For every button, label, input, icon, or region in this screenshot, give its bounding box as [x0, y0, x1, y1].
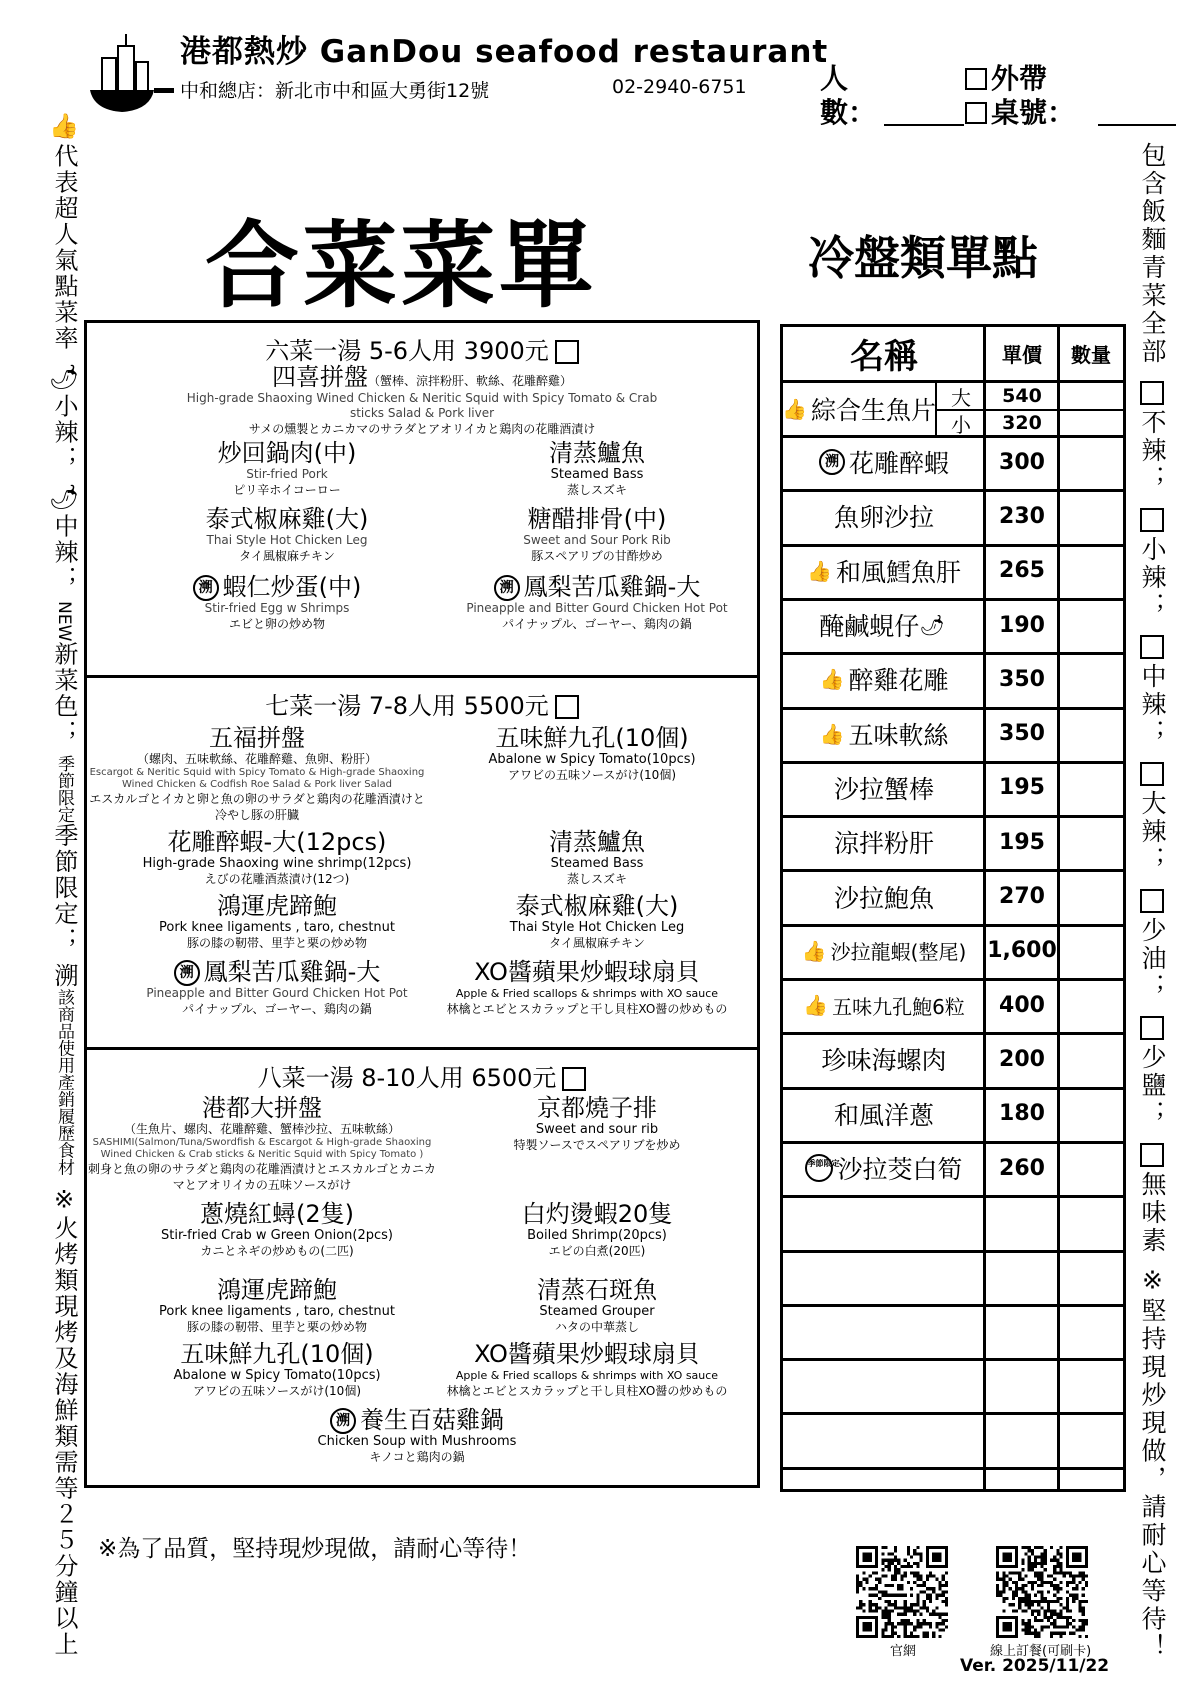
dish-japanese: エビの白煮(20匹)	[548, 1244, 646, 1258]
dish-japanese: パイナップル、ゴーヤー、鶏肉の鍋	[182, 1002, 372, 1016]
fresh-cook-note: ※堅持現炒現做，請耐心等待！	[1138, 1265, 1167, 1662]
dish-item	[87, 1094, 437, 1193]
dish-item	[127, 958, 427, 1017]
restaurant-logo	[82, 28, 174, 120]
cold-item-price: 195	[999, 775, 1045, 801]
chili-icon: 🌶	[50, 481, 78, 514]
cold-item-price: 300	[999, 449, 1045, 475]
dish-japanese: アワビの五味ソースがけ(10個)	[507, 768, 677, 782]
brand-name: 港都熱炒 GanDou seafood restaurant	[180, 34, 829, 70]
dish-english: Steamed Grouper	[539, 1304, 655, 1319]
dish-name: 鳳梨苦瓜雞鍋-大	[203, 958, 381, 986]
dish-english: Apple & Fried scallops & shrimps with XO sauce	[455, 987, 719, 1000]
qty-cell[interactable]	[1059, 1141, 1123, 1195]
dish-name: 泰式椒麻雞(大)	[205, 505, 369, 533]
dish-item	[117, 1200, 437, 1259]
cold-item-name: 珍味海螺肉	[821, 1046, 947, 1076]
cold-item-price: 180	[999, 1101, 1045, 1127]
trace-badge-icon: 溯	[50, 962, 78, 989]
qty-cell[interactable]	[1059, 544, 1123, 598]
cold-item[interactable]	[783, 544, 985, 598]
cold-item-price: 265	[999, 558, 1045, 584]
dish-item	[87, 363, 757, 437]
dish-english: Abalone w Spicy Tomato(10pcs)	[173, 1368, 381, 1383]
size-large: 大	[935, 383, 985, 409]
cold-item-price: 400	[999, 992, 1045, 1018]
less-oil-checkbox[interactable]	[1140, 889, 1164, 913]
qty-cell[interactable]	[1059, 1032, 1123, 1086]
order-type	[965, 62, 1075, 130]
cold-item-price: 260	[999, 1155, 1045, 1181]
set-title-row	[87, 331, 757, 366]
legend-left	[44, 112, 84, 1657]
dish-japanese: 蒸しスズキ	[566, 872, 627, 886]
cold-item[interactable]	[783, 598, 985, 652]
table-label: 桌號：	[991, 96, 1076, 129]
cold-item-name: 涼拌粉肝	[833, 829, 934, 859]
dish-item	[457, 724, 727, 783]
row-divider	[783, 1304, 1123, 1307]
dish-english: Stir-fried Crab w Green Onion(2pcs)	[161, 1228, 393, 1243]
cold-item-price: 350	[999, 666, 1045, 692]
season-badge-icon: 季節限定	[805, 1154, 833, 1182]
cold-item-price: 200	[999, 1046, 1045, 1072]
qty-cell[interactable]	[1059, 652, 1123, 706]
people-label-2: 數：	[820, 96, 877, 129]
cold-item-price: 270	[999, 884, 1045, 910]
dish-item	[127, 573, 427, 632]
option-label: 少鹽；	[1138, 1043, 1167, 1128]
dish-name: 清蒸石斑魚	[537, 1276, 657, 1304]
cold-item-price: 190	[999, 612, 1045, 638]
dish-sub: （螺肉、五味軟絲、花雕醉雞、魚卵、粉肝）	[136, 752, 377, 766]
store-address: 中和總店：新北市中和區大勇街12號	[180, 80, 490, 102]
qr-official-label: 官網	[890, 1644, 917, 1659]
dish-japanese: ハタの中華蒸し	[554, 1320, 639, 1334]
cold-item[interactable]	[783, 383, 935, 435]
dish-item	[127, 892, 427, 951]
no-spicy-checkbox[interactable]	[1140, 381, 1164, 405]
dish-japanese: 林檎とエビとスカラップと干し貝柱XO醤の炒めもの	[446, 1384, 728, 1398]
new-badge-icon: NEW	[54, 601, 74, 642]
dish-item	[167, 439, 407, 498]
legend-popular: 代表超人氣點菜率	[50, 143, 78, 352]
legend-new: 新菜色；	[50, 641, 78, 746]
legend-trace: 該商品使用產銷履歷食材	[54, 988, 74, 1176]
dish-name: 五福拼盤	[209, 724, 305, 752]
cold-item-name: 沙拉蟹棒	[833, 774, 934, 804]
dish-name: 京都燒子排	[537, 1094, 657, 1122]
dish-english: Stir-fried Egg w Shrimps	[204, 601, 350, 615]
dish-item	[427, 958, 747, 1017]
thumbs-up-icon: 👍	[782, 397, 807, 421]
set-title: 六菜一湯 5-6人用 3900元	[265, 337, 549, 365]
cold-item-price: 195	[999, 829, 1045, 855]
price-large: 540	[1002, 385, 1042, 407]
set-checkbox[interactable]	[555, 695, 579, 719]
qty-cell[interactable]	[1059, 815, 1123, 869]
dish-japanese: 豚の膝の靭帯、里芋と栗の炒め物	[186, 1320, 367, 1334]
set-menu-seven	[87, 675, 757, 1047]
set-title-row	[87, 686, 757, 721]
cold-item[interactable]	[783, 815, 985, 869]
dish-japanese: 豚スペアリブの甘酢炒め	[531, 549, 663, 563]
grill-wait-note: ※火烤類現烤及海鮮類需等２５分鐘以上	[50, 1185, 78, 1658]
dish-name: 鴻運虎蹄鮑	[217, 1276, 337, 1304]
dish-english: Sweet and sour rib	[535, 1122, 659, 1137]
medium-checkbox[interactable]	[1140, 635, 1164, 659]
row-divider	[783, 1195, 1123, 1198]
dish-english: SASHIMI(Salmon/Tuna/Swordfish & Escargot & High-grade Shaoxing Wined Chicken & Crab sticks & Neritic Squid with Spicy Tomato )	[92, 1137, 432, 1160]
dish-item	[457, 892, 737, 951]
dish-english: Pineapple and Bitter Gourd Chicken Hot Pot	[146, 986, 408, 1000]
qty-cell[interactable]	[1059, 1087, 1123, 1141]
qty-cell[interactable]	[1059, 761, 1123, 815]
option-label: 無味素	[1138, 1170, 1167, 1255]
cold-item-price: 350	[999, 721, 1045, 747]
cold-item-price: 230	[999, 503, 1045, 529]
dish-name: 鴻運虎蹄鮑	[217, 892, 337, 920]
people-count-line	[884, 124, 964, 126]
set-title: 七菜一湯 7-8人用 5500元	[265, 692, 549, 720]
dish-item	[477, 439, 717, 498]
dish-name: 四喜拼盤	[271, 363, 368, 391]
qty-cell[interactable]	[1059, 598, 1123, 652]
dish-english: Abalone w Spicy Tomato(10pcs)	[488, 752, 696, 767]
dish-item	[477, 1200, 717, 1259]
row-divider	[783, 1358, 1123, 1361]
dish-item	[127, 1276, 427, 1335]
dish-name: 五味鮮九孔(10個)	[180, 1340, 374, 1368]
qty-cell[interactable]	[1059, 869, 1123, 923]
people-count-field[interactable]	[820, 62, 876, 130]
cold-item[interactable]	[783, 924, 985, 978]
dish-name: 清蒸鱸魚	[549, 439, 645, 467]
dish-name: 花雕醉蝦-大(12pcs)	[167, 828, 387, 856]
set-title-row	[87, 1058, 757, 1093]
trace-badge-icon: 溯	[174, 960, 200, 986]
cold-item[interactable]	[783, 1032, 985, 1086]
dish-item	[477, 828, 717, 887]
cold-item-name: 五味軟絲	[848, 720, 949, 750]
row-divider	[783, 1412, 1123, 1415]
qty-cell[interactable]	[1059, 978, 1123, 1032]
header-qty: 數量	[1059, 327, 1123, 383]
dish-japanese: 蒸しスズキ	[566, 483, 627, 497]
less-salt-checkbox[interactable]	[1140, 1016, 1164, 1040]
dish-item	[147, 505, 427, 564]
cold-item-price: 1,600	[987, 938, 1057, 964]
cold-item[interactable]	[783, 1141, 985, 1195]
thumbs-up-icon: 👍	[801, 938, 827, 963]
dish-english: High-grade Shaoxing wine shrimp(12pcs)	[142, 856, 412, 871]
option-label: 小辣；	[1138, 535, 1167, 620]
cold-item-name: 醃鹹蜆仔	[819, 612, 920, 642]
dish-name: 蔥燒紅蟳(2隻)	[200, 1200, 354, 1228]
trace-badge-icon: 溯	[494, 575, 520, 601]
cold-item[interactable]	[783, 978, 985, 1032]
dish-japanese: タイ風椒麻チキン	[239, 549, 335, 563]
qty-cell[interactable]	[1059, 707, 1123, 761]
chili-icon: 🌶	[50, 360, 78, 394]
cold-item[interactable]	[783, 489, 985, 543]
dish-name: XO醬蘋果炒蝦球扇貝	[474, 958, 700, 986]
qr-order-label: 線上訂餐(可刷卡)	[990, 1644, 1092, 1659]
cold-item[interactable]	[783, 652, 985, 706]
dish-english: Thai Style Hot Chicken Leg	[206, 533, 368, 547]
set-menu-panel	[84, 320, 760, 1488]
dish-name: 五味鮮九孔(10個)	[495, 724, 689, 752]
set-checkbox[interactable]	[555, 340, 579, 364]
dish-japanese: 特製ソースでスペアリブを炒め	[513, 1138, 681, 1152]
legend-season: 季節限定；	[50, 823, 78, 954]
order-qr-code[interactable]	[996, 1546, 1088, 1638]
cold-item[interactable]	[783, 1087, 985, 1141]
dish-name: 養生百菇雞鍋	[360, 1406, 504, 1434]
cold-item-name: 五味九孔鮑6粒	[832, 994, 965, 1019]
dish-english: Thai Style Hot Chicken Leg	[509, 920, 685, 935]
hot-checkbox[interactable]	[1140, 762, 1164, 786]
cold-item-name: 和風洋蔥	[833, 1100, 934, 1130]
dish-item	[427, 1340, 747, 1399]
thumbs-up-icon: 👍	[819, 667, 845, 692]
cold-item-name: 綜合生魚片	[810, 396, 936, 425]
dish-english: Pineapple and Bitter Gourd Chicken Hot Pot	[466, 601, 728, 615]
dish-name: XO醬蘋果炒蝦球扇貝	[474, 1340, 700, 1368]
include-note: 包含飯麵青菜全部	[1138, 142, 1167, 366]
page-title: 合菜菜單	[205, 212, 598, 321]
dish-japanese: エビと卵の炒め物	[228, 617, 325, 631]
dish-english: High-grade Shaoxing Wined Chicken & Neritic Squid with Spicy Tomato & Crab sticks Salad & Pork liver	[186, 391, 658, 420]
trace-badge-icon: 溯	[330, 1408, 356, 1434]
thumbs-up-icon: 👍	[803, 993, 829, 1018]
cold-item[interactable]	[783, 707, 985, 761]
header-name: 名稱	[783, 327, 985, 383]
dish-japanese: アワビの五味ソースがけ(10個)	[192, 1384, 362, 1398]
dish-item	[127, 1340, 427, 1399]
dish-english: Boiled Shrimp(20pcs)	[527, 1228, 667, 1243]
row-divider	[783, 1467, 1123, 1470]
option-label: 大辣；	[1138, 789, 1167, 874]
dish-english: Escargot & Neritic Squid with Spicy Tomato & High-grade Shaoxing Wined Chicken & Codfish Roe Salad & Pork liver Salad	[89, 767, 425, 790]
header-price: 單價	[985, 327, 1059, 383]
thumbs-up-icon: 👍	[50, 112, 78, 144]
dish-japanese: ピリ辛ホイコーロー	[233, 483, 341, 497]
takeout-label: 外帶	[991, 62, 1048, 95]
thumbs-up-icon: 👍	[807, 558, 832, 583]
cold-dish-table	[780, 324, 1126, 1492]
dish-item	[447, 573, 747, 632]
price-small: 320	[985, 409, 1059, 435]
size-small: 小	[935, 409, 985, 435]
dish-japanese: エスカルゴとイカと卵と魚の卵のサラダと鶏肉の花雕酒漬けと冷やし豚の肝臓	[89, 792, 425, 822]
dish-item	[467, 1094, 727, 1153]
dish-name: 泰式椒麻雞(大)	[515, 892, 679, 920]
dish-item	[257, 1406, 577, 1465]
dish-name: 白灼燙蝦20隻	[521, 1200, 673, 1228]
option-label: 中辣；	[1138, 662, 1167, 747]
dish-name: 糖醋排骨(中)	[527, 505, 667, 533]
dish-japanese: キノコと鶏肉の鍋	[369, 1450, 465, 1464]
qty-cell[interactable]	[1059, 924, 1123, 978]
dish-english: Steamed Bass	[550, 856, 644, 871]
flavor-options	[1132, 142, 1172, 1662]
set-menu-eight	[87, 1047, 757, 1485]
wait-note: ※為了品質，堅持現炒現做，請耐心等待！	[98, 1536, 532, 1562]
dish-japanese: タイ風椒麻チキン	[549, 936, 645, 950]
dish-japanese: カニとネギの炒めもの(二匹)	[200, 1244, 354, 1258]
dish-japanese: 林檎とエビとスカラップと干し貝柱XO醤の炒めもの	[446, 1002, 728, 1016]
option-label: 少油；	[1138, 916, 1167, 1001]
cold-item-name: 花雕醉蝦	[848, 449, 949, 479]
dish-name: 清蒸鱸魚	[549, 828, 645, 856]
table-number-line[interactable]	[1098, 124, 1176, 126]
dish-item	[477, 1276, 717, 1335]
qty-cell[interactable]	[1059, 489, 1123, 543]
legend-mild: 小辣；	[50, 393, 78, 472]
dish-sub: （生魚片、螺肉、花雕醉雞、蟹棒沙拉、五味軟絲）	[123, 1122, 400, 1136]
row-divider	[783, 1250, 1123, 1253]
store-phone: 02-2940-6751	[612, 76, 747, 98]
takeout-checkbox[interactable]	[965, 68, 987, 90]
set-checkbox[interactable]	[562, 1067, 586, 1091]
dish-japanese: パイナップル、ゴーヤー、鶏肉の鍋	[502, 617, 692, 631]
dish-item	[87, 724, 427, 823]
dish-japanese: えびの花雕酒蒸漬け(12つ)	[204, 872, 350, 886]
dish-item	[467, 505, 727, 564]
cold-item-name: 醉雞花雕	[848, 666, 949, 696]
set-title: 八菜一湯 8-10人用 6500元	[257, 1064, 557, 1092]
thumbs-up-icon: 👍	[819, 721, 845, 746]
dish-english: Pork knee ligaments , taro, chestnut	[158, 1304, 395, 1319]
cold-item-name: 和風鱈魚肝	[835, 557, 961, 587]
cold-item[interactable]	[783, 869, 985, 923]
dish-english: Steamed Bass	[550, 467, 644, 482]
dish-name: 蝦仁炒蛋(中)	[222, 573, 362, 601]
dish-english: Stir-fried Pork	[246, 467, 328, 481]
trace-badge-icon: 溯	[193, 575, 219, 601]
qty-divider	[1059, 409, 1123, 411]
cold-item[interactable]	[783, 435, 985, 489]
legend-medium: 中辣；	[50, 513, 78, 592]
cold-item-name: 沙拉茭白筍	[837, 1155, 963, 1185]
cold-item-name: 魚卵沙拉	[833, 503, 934, 533]
season-badge-icon: 季節限定	[54, 755, 74, 824]
no-msg-checkbox[interactable]	[1140, 1143, 1164, 1167]
dish-japanese: 刺身と魚の卵のサラダと鶏肉の花雕酒漬けとエスカルゴとカニカマとアオリイカの五味ソースがけ	[88, 1162, 436, 1192]
cold-item[interactable]	[783, 761, 985, 815]
version-label: Ver. 2025/11/22	[960, 1656, 1110, 1676]
cold-item-name: 沙拉鮑魚	[833, 883, 934, 913]
cold-dish-title: 冷盤類單點	[808, 231, 1038, 285]
dish-japanese: 豚の膝の靭帯、里芋と栗の炒め物	[186, 936, 367, 950]
dish-english: Sweet and Sour Pork Rib	[523, 533, 671, 547]
qty-cell[interactable]	[1059, 435, 1123, 489]
dish-sub: （蟹棒、涼拌粉肝、軟絲、花雕醉雞）	[367, 374, 572, 388]
dish-english: Apple & Fried scallops & shrimps with XO sauce	[455, 1369, 719, 1382]
dish-name: 炒回鍋肉(中)	[217, 439, 357, 467]
dish-english: Chicken Soup with Mushrooms	[317, 1434, 517, 1449]
set-menu-six	[87, 323, 757, 675]
cold-item-name: 沙拉龍蝦(整尾)	[830, 940, 967, 965]
trace-badge-icon: 溯	[819, 449, 845, 475]
chili-icon: 🌶	[919, 613, 945, 638]
dish-item	[127, 828, 427, 887]
website-qr-code[interactable]	[856, 1546, 948, 1638]
dish-name: 港都大拼盤	[202, 1094, 322, 1122]
option-label: 不辣；	[1138, 408, 1167, 493]
dish-english: Pork knee ligaments , taro, chestnut	[158, 920, 395, 935]
people-label-1: 人	[820, 62, 849, 95]
dish-name: 鳳梨苦瓜雞鍋-大	[523, 573, 701, 601]
dish-japanese: サメの燻製とカニカマのサラダとアオリイカと鶏肉の花雕酒漬け	[248, 422, 596, 436]
mild-checkbox[interactable]	[1140, 508, 1164, 532]
table-checkbox[interactable]	[965, 102, 987, 124]
